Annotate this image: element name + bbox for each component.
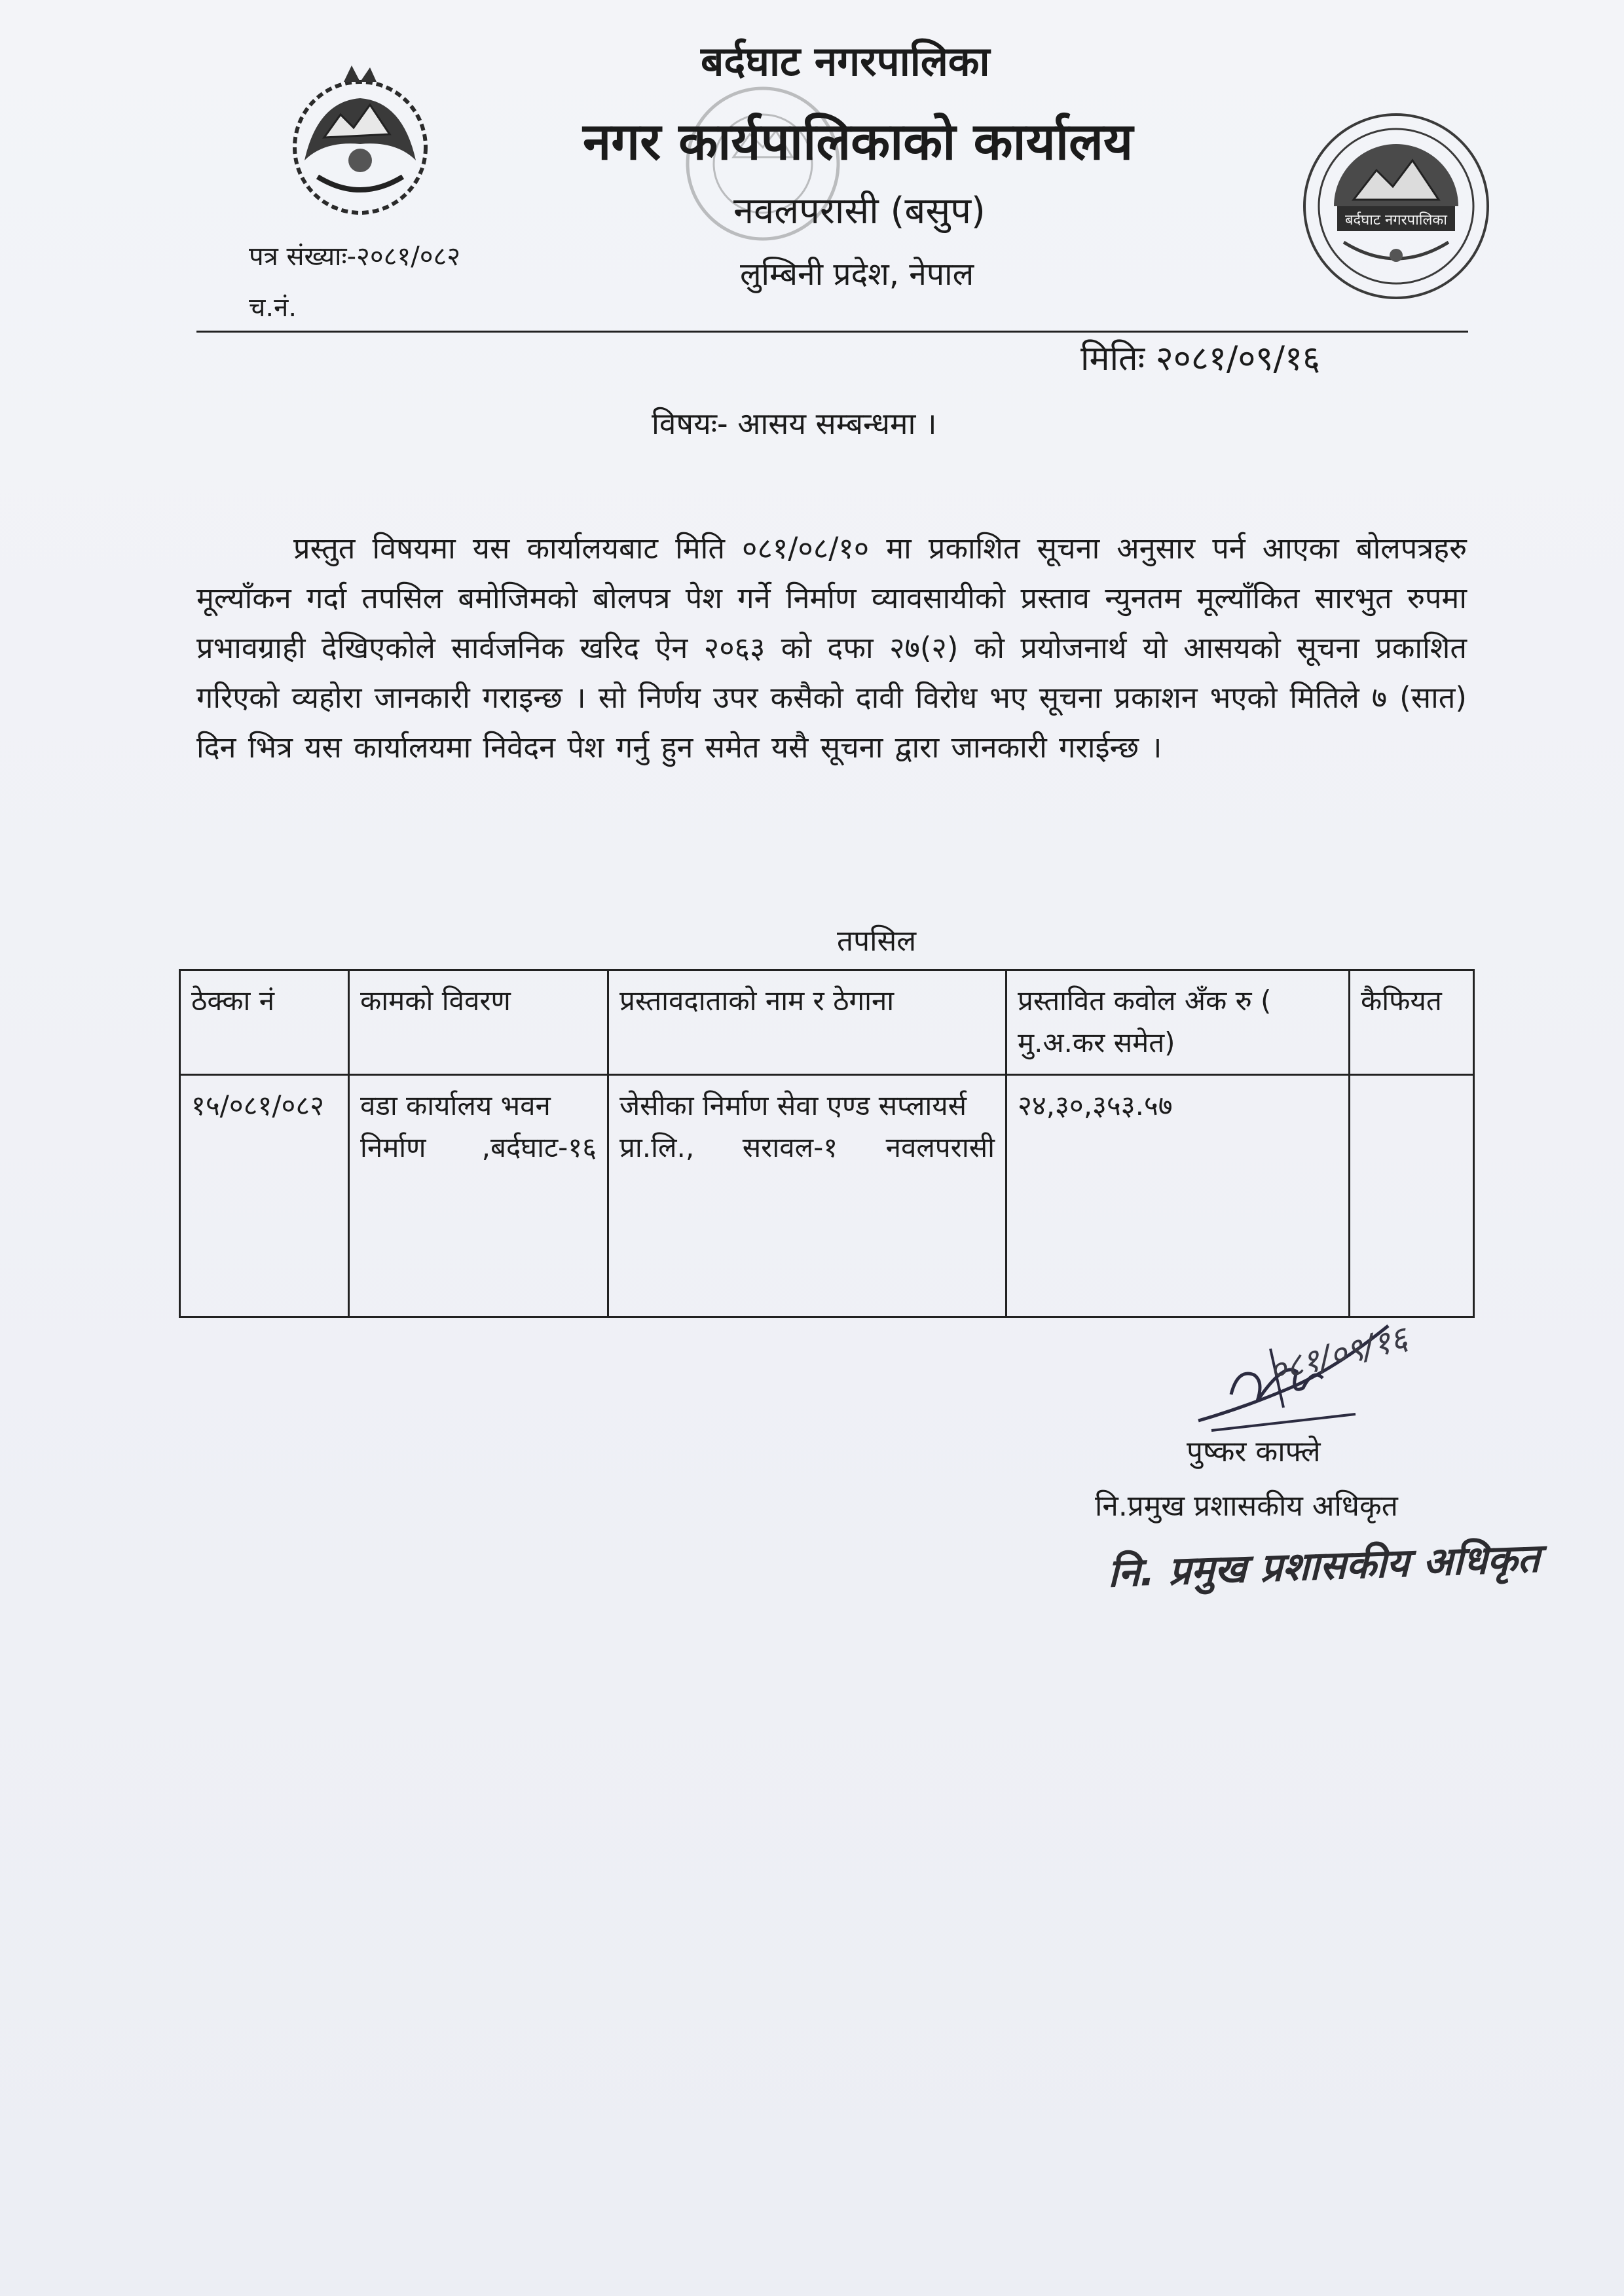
municipality-logo xyxy=(1298,108,1494,304)
signatory-title: नि.प्रमुख प्रशासकीय अधिकृत xyxy=(1095,1489,1398,1523)
district-name: नवलपरासी (बसुप) xyxy=(733,190,986,232)
handwritten-date: ०८१/०९/१६ xyxy=(1264,1319,1412,1391)
col-header-work-description: कामको विवरण xyxy=(349,970,608,1075)
office-name: नगर कार्यपालिकाको कार्यालय xyxy=(583,113,1134,172)
cell-remarks xyxy=(1350,1075,1474,1317)
cell-bidder: जेसीका निर्माण सेवा एण्ड सप्लायर्स प्रा.लि., सरावल-१ नवलपरासी xyxy=(608,1075,1006,1317)
bid-schedule-table xyxy=(179,969,1475,1318)
col-header-remarks: कैफियत xyxy=(1350,970,1474,1075)
header-divider xyxy=(196,331,1468,333)
cell-bid-amount: २४,३०,३५३.५७ xyxy=(1006,1075,1350,1317)
reference-number: पत्र संख्याः-२०८१/०८२ xyxy=(249,242,461,272)
letter-body: प्रस्तुत विषयमा यस कार्यालयबाट मिति ०८१/०८/१० मा प्रकाशित सूचना अनुसार पर्न आएका बोलपत्रहरु मूल्याँकन गर्दा तपसिल बमोजिमको बोलपत्र पेश गर्ने निर्माण व्यावसायीको प्रस्ताव न्युनतम मूल्याँकित सारभुत रुपमा प्रभावग्राही देखिएकोले सार्वजनिक खरिद ऐन २०६३ को दफा २७(२) को प्रयोजनार्थ यो आसयको सूचना प्रकाशित गरिएको व्यहोरा जानकारी गराइन्छ । सो निर्णय उपर कसैको दावी विरोध भए सूचना प्रकाशन भएको मितिले ७ (सात) दिन भित्र यस कार्यालयमा निवेदन पेश गर्नु हुन समेत यसै सूचना द्वारा जानकारी गराईन्छ । xyxy=(196,531,1467,765)
schedule-caption: तपसिल xyxy=(837,924,917,958)
cell-work-description: वडा कार्यालय भवन निर्माण ,बर्दघाट-१६ xyxy=(349,1075,608,1317)
signatory-name: पुष्कर काफ्ले xyxy=(1187,1435,1321,1468)
col-header-bid-amount: प्रस्तावित कवोल अँक रु ( मु.अ.कर समेत) xyxy=(1006,970,1350,1075)
letter-date: मितिः २०८१/०९/१६ xyxy=(1080,339,1321,378)
table-row xyxy=(180,1075,1474,1317)
province-name: लुम्बिनी प्रदेश, नेपाल xyxy=(740,256,974,293)
official-stamp: नि. प्रमुख प्रशासकीय अधिकृत xyxy=(1108,1535,1540,1597)
municipality-name: बर्दघाट नगरपालिका xyxy=(701,37,990,85)
col-header-contract-no: ठेक्का नं xyxy=(180,970,349,1075)
right-logo-text: बर्दघाट नगरपालिका xyxy=(1344,212,1448,228)
cell-contract-no: १५/०८१/०८२ xyxy=(180,1075,349,1317)
letter-subject: विषयः- आसय सम्बन्धमा । xyxy=(652,406,937,441)
nepal-emblem-logo xyxy=(278,62,442,226)
table-header-row xyxy=(180,970,1474,1075)
col-header-bidder: प्रस्तावदाताको नाम र ठेगाना xyxy=(608,970,1006,1075)
dispatch-number: च.नं. xyxy=(249,293,297,323)
